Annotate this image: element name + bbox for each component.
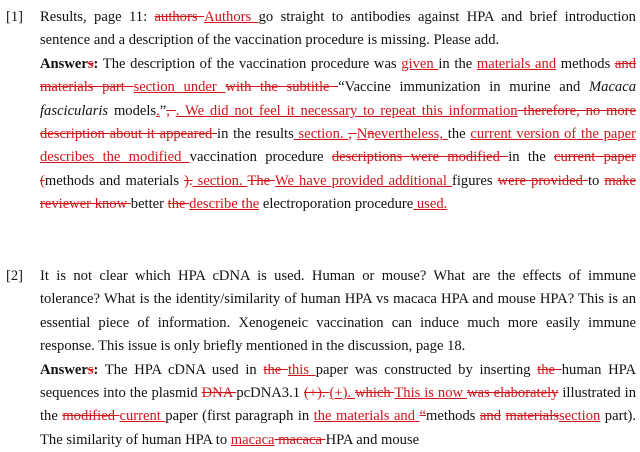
- species-name: Macaca fascicularis: [40, 79, 636, 119]
- deleted-text: was elaborately: [466, 385, 559, 402]
- deleted-text: ,: [348, 126, 357, 143]
- answer-text: electroporation procedure: [259, 196, 414, 213]
- inserted-text: describe the: [189, 196, 260, 213]
- inserted-text: . We did not feel it necessary to repeat this information: [175, 102, 518, 119]
- inserted-text: macaca: [230, 431, 275, 448]
- author-answer: [40, 53, 636, 217]
- item-number: [2]: [6, 268, 24, 284]
- inserted-text: evertheless,: [374, 126, 448, 143]
- inserted-text: section.: [293, 126, 349, 143]
- inserted-text: This is now: [394, 385, 467, 402]
- answer-text: to: [587, 172, 605, 189]
- answer-text: “Vaccine immunization in murine and: [338, 79, 589, 96]
- answer-text: better: [130, 196, 168, 213]
- answer-text: paper was constructed by inserting: [315, 361, 538, 378]
- deleted-text: the: [263, 361, 288, 378]
- comment-text: It is not clear which HPA cDNA is used. Human or mouse? What are the effects of immune tolerance? What is the identity/similarity of human HPA vs macaca HPA and mouse HPA? This is an essential piece of information. Xenogeneic vaccination can induce much more easily immune response. This issue is only briefly mentioned in the discussion, page 18.: [40, 268, 636, 355]
- answer-text: paper (first paragraph in: [165, 408, 314, 425]
- answer-text: in the: [438, 55, 477, 72]
- deleted-text: (+).: [303, 385, 330, 402]
- answer-text: part). The similarity of human HPA to: [40, 408, 637, 448]
- comment-text: go straight to antibodies against HPA and brief introduction sentence and a description of the vaccination procedure is missing. Please add.: [40, 9, 636, 49]
- inserted-text: given: [401, 55, 439, 72]
- answer-label: Answer: [40, 55, 88, 72]
- answer-text: ”: [159, 102, 167, 119]
- answer-text: pcDNA3.1: [236, 385, 304, 402]
- answer-text: vaccination procedure: [189, 149, 332, 166]
- inserted-text: section under: [133, 79, 226, 96]
- deleted-text: s: [87, 361, 94, 378]
- answer-text: in the results: [217, 126, 294, 143]
- answer-label-colon: :: [93, 361, 99, 378]
- answer-label-colon: :: [93, 55, 99, 72]
- author-answer: [40, 359, 636, 452]
- inserted-text: (+).: [329, 385, 356, 402]
- answer-text: methods: [425, 408, 480, 425]
- reviewer-comment: [40, 6, 636, 53]
- item-number: [1]: [6, 9, 24, 25]
- inserted-text: used.: [413, 196, 448, 213]
- deleted-text: which: [355, 385, 395, 402]
- deleted-text: s: [87, 55, 94, 72]
- deleted-text: and materials part: [40, 55, 636, 96]
- inserted-text: the materials and: [313, 408, 420, 425]
- answer-text: methods: [556, 55, 615, 72]
- deleted-text: materials: [505, 408, 559, 425]
- answer-text: illustrated in the: [40, 385, 636, 425]
- answer-text: figures: [452, 172, 498, 189]
- deleted-text: the: [537, 361, 562, 378]
- inserted-text: materials and: [476, 55, 557, 72]
- comment-text: Results, page 11:: [40, 9, 155, 25]
- deleted-text: DNA: [201, 385, 237, 402]
- inserted-text: this: [287, 361, 316, 378]
- inserted-text: .: [156, 102, 160, 119]
- deleted-text: with the subtitle: [225, 79, 339, 96]
- deleted-text: were provided: [497, 172, 588, 189]
- reviewer-comment: [40, 265, 636, 359]
- item-body: [40, 265, 636, 452]
- deleted-text: current paper (: [40, 149, 636, 189]
- inserted-text: N: [356, 126, 368, 143]
- deleted-text: ).: [184, 172, 193, 189]
- inserted-text: current version of the paper describes the modified: [40, 126, 636, 166]
- item-body: [40, 6, 636, 217]
- deleted-text: n: [367, 126, 375, 143]
- answer-text: human HPA sequences into the plasmid: [40, 361, 636, 402]
- deleted-text: ,: [166, 102, 176, 119]
- answer-text: methods and materials: [44, 172, 185, 189]
- deleted-text: macaca: [274, 431, 326, 448]
- inserted-text: section.: [192, 172, 248, 189]
- answer-text: models: [108, 102, 157, 119]
- deleted-text: make reviewer know: [40, 172, 636, 213]
- deleted-text: modified: [62, 408, 120, 425]
- deleted-text: and: [479, 408, 501, 425]
- answer-text: HPA and mouse: [325, 431, 420, 448]
- deleted-text: descriptions were modified: [331, 149, 509, 166]
- answer-label: Answer: [40, 361, 88, 378]
- inserted-text: We have provided additional: [274, 172, 453, 189]
- deleted-text: authors: [154, 9, 205, 25]
- inserted-text: Authors: [204, 9, 259, 25]
- answer-text: The description of the vaccination procedure was: [98, 55, 402, 72]
- answer-text: in the: [508, 149, 554, 166]
- deleted-text: “: [419, 408, 426, 425]
- deleted-text: therefore, no more description about it appeared: [40, 102, 636, 143]
- inserted-text: current: [119, 408, 166, 425]
- deleted-text: the: [167, 196, 190, 213]
- inserted-text: section: [558, 408, 601, 425]
- deleted-text: The: [247, 172, 275, 189]
- answer-text: the: [447, 126, 471, 143]
- answer-text: The HPA cDNA used in: [98, 361, 264, 378]
